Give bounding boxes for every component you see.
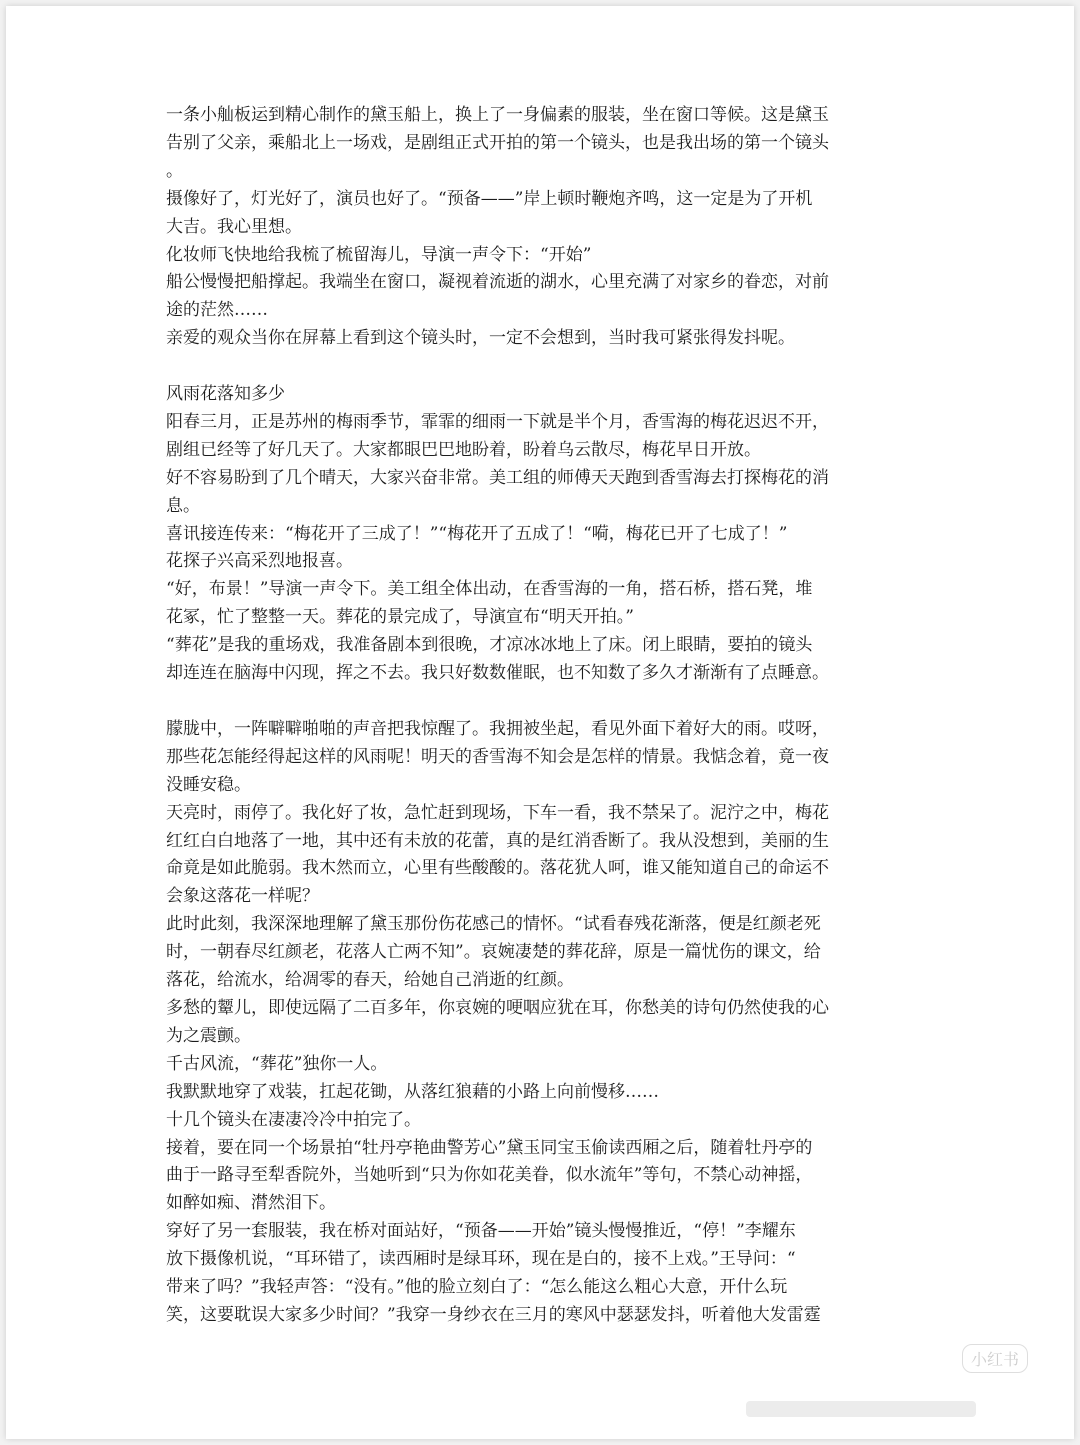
text-line: 风雨花落知多少 — [166, 384, 285, 405]
text-line: 那些花怎能经得起这样的风雨呢！明天的香雪海不知会是怎样的情景。我惦念着，竟一夜 — [166, 746, 829, 767]
text-line: 会象这落花一样呢？ — [166, 886, 319, 907]
text-line: 朦胧中，一阵噼噼啪啪的声音把我惊醒了。我拥被坐起，看见外面下着好大的雨。哎呀， — [166, 718, 829, 739]
text-line: 大吉。我心里想。 — [166, 216, 302, 237]
text-line: “葬花”是我的重场戏，我准备剧本到很晚，才凉冰冰地上了床。闭上眼睛，要拍的镜头 — [166, 635, 813, 656]
text-line: 好不容易盼到了几个晴天，大家兴奋非常。美工组的师傅天天跑到香雪海去打探梅花的消 — [166, 467, 829, 488]
text-line: “好，布景！”导演一声令下。美工组全体出动，在香雪海的一角，搭石桥，搭石凳，堆 — [166, 579, 813, 600]
text-line: 为之震颤。 — [166, 1025, 251, 1046]
bottom-blur-bar — [746, 1401, 976, 1417]
text-line: 船公慢慢把船撑起。我端坐在窗口，凝视着流逝的湖水，心里充满了对家乡的眷恋，对前 — [166, 272, 829, 293]
text-line: 命竟是如此脆弱。我木然而立，心里有些酸酸的。落花犹人呵，谁又能知道自己的命运不 — [166, 858, 829, 879]
text-line: 千古风流，“葬花”独你一人。 — [166, 1053, 388, 1074]
text-line: 却连连在脑海中闪现，挥之不去。我只好数数催眠，也不知数了多久才渐渐有了点睡意。 — [166, 663, 829, 684]
text-line: 一条小舢板运到精心制作的黛玉船上，换上了一身偏素的服装，坐在窗口等候。这是黛玉 — [166, 105, 829, 125]
text-line: 多愁的颦儿，即使远隔了二百多年，你哀婉的哽咽应犹在耳，你愁美的诗句仍然使我的心 — [166, 997, 829, 1018]
document-page — [6, 6, 1074, 1439]
text-line: 带来了吗？”我轻声答：“没有。”他的脸立刻白了：“怎么能这么粗心大意，开什么玩 — [166, 1277, 788, 1298]
text-line: 穿好了另一套服装，我在桥对面站好，“预备——开始”镜头慢慢推近，“停！”李耀东 — [166, 1221, 796, 1242]
watermark-logo: 小红书 — [962, 1344, 1028, 1373]
text-line: 放下摄像机说，“耳环错了，读西厢时是绿耳环，现在是白的，接不上戏。”王导问：“ — [166, 1249, 796, 1270]
text-line: 时，一朝春尽红颜老，花落人亡两不知”。哀婉凄楚的葬花辞，原是一篇忧伤的课文，给 — [166, 942, 821, 963]
text-line: 摄像好了，灯光好了，演员也好了。“预备——”岸上顿时鞭炮齐鸣，这一定是为了开机 — [166, 188, 813, 209]
text-line: 没睡安稳。 — [166, 774, 251, 795]
text-line: 天亮时，雨停了。我化好了妆，急忙赶到现场，下车一看，我不禁呆了。泥泞之中，梅花 — [166, 802, 829, 823]
text-line: 曲于一路寻至犁香院外，当她听到“只为你如花美眷，似水流年”等句，不禁心动神摇， — [166, 1165, 813, 1186]
text-line: 十几个镜头在凄凄冷冷中拍完了。 — [166, 1109, 421, 1130]
text-line: 红红白白地落了一地，其中还有未放的花蕾，真的是红消香断了。我从没想到，美丽的生 — [166, 830, 829, 851]
text-line: 告别了父亲，乘船北上一场戏，是剧组正式开拍的第一个镜头，也是我出场的第一个镜头 — [166, 132, 829, 153]
document-body — [166, 102, 911, 1330]
paragraph-gap — [166, 688, 911, 716]
text-line: 此时此刻，我深深地理解了黛玉那份伤花感己的情怀。“试看春残花渐落，便是红颜老死 — [166, 914, 821, 935]
text-line: 亲爱的观众当你在屏幕上看到这个镜头时，一定不会想到，当时我可紧张得发抖呢。 — [166, 328, 795, 349]
text-line: 息。 — [166, 495, 200, 516]
text-line: 如醉如痴、潸然泪下。 — [166, 1193, 336, 1214]
text-line: 我默默地穿了戏装，扛起花锄，从落红狼藉的小路上向前慢移…… — [166, 1081, 659, 1102]
text-line: 化妆师飞快地给我梳了梳留海儿，导演一声令下：“开始” — [166, 244, 592, 265]
text-line: 花探子兴高采烈地报喜。 — [166, 551, 353, 572]
text-line: 途的茫然…… — [166, 300, 268, 321]
text-line: 喜讯接连传来：“梅花开了三成了！”“梅花开了五成了！“嗬，梅花已开了七成了！” — [166, 523, 788, 544]
text-line: 笑，这要耽误大家多少时间？”我穿一身纱衣在三月的寒风中瑟瑟发抖，听着他大发雷霆 — [166, 1304, 821, 1325]
text-line: 落花，给流水，给凋零的春天，给她自己消逝的红颜。 — [166, 970, 574, 991]
text-line: 接着，要在同一个场景拍“牡丹亭艳曲警芳心”黛玉同宝玉偷读西厢之后，随着牡丹亭的 — [166, 1137, 813, 1158]
text-line: 剧组已经等了好几天了。大家都眼巴巴地盼着，盼着乌云散尽，梅花早日开放。 — [166, 439, 761, 460]
paragraph-gap — [166, 353, 911, 381]
text-line: 阳春三月，正是苏州的梅雨季节，霏霏的细雨一下就是半个月，香雪海的梅花迟迟不开， — [166, 411, 829, 432]
text-line: 花冢，忙了整整一天。葬花的景完成了，导演宣布“明天开拍。” — [166, 607, 634, 628]
text-line: 。 — [166, 160, 183, 181]
